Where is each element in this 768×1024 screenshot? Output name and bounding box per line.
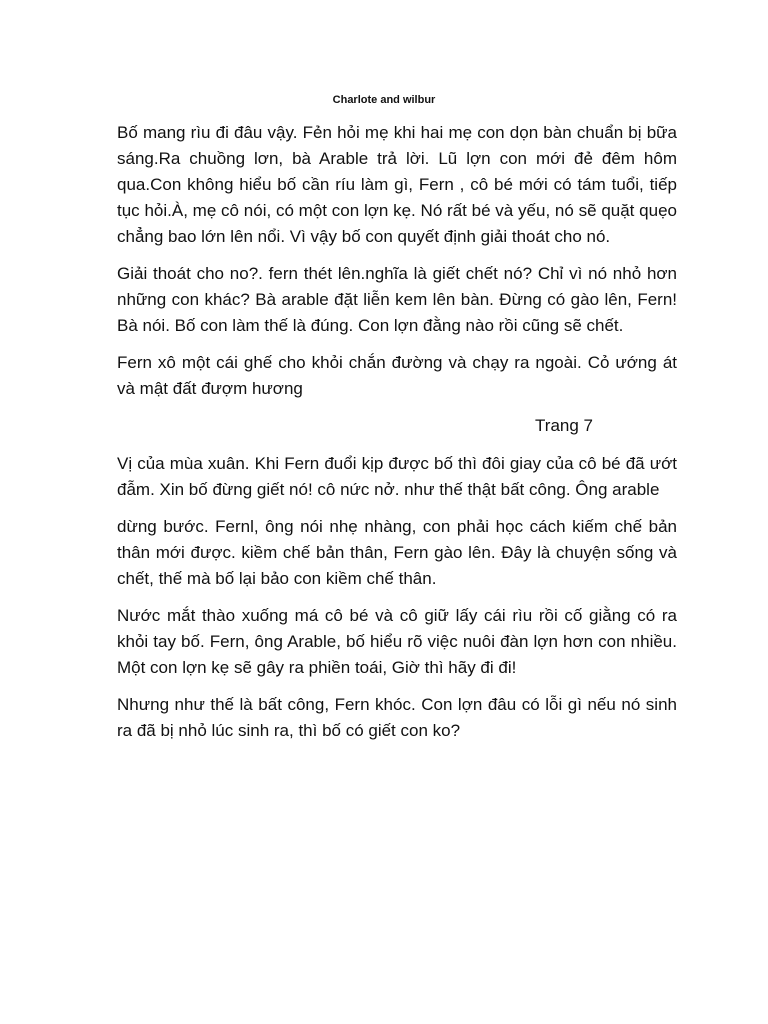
paragraph: Vị của mùa xuân. Khi Fern đuổi kịp được bố thì đôi giay của cô bé đã ướt đẫm. Xin bố đừng giết nó! cô nức nở. như thế thật bất công. Ông arable [117,454,677,499]
paragraph: Bố mang rìu đi đâu vậy. Fẻn hỏi mẹ khi hai mẹ con dọn bàn chuẩn bị bữa sáng.Ra chuồng lơn, bà Arable trả lời. Lũ lợn con mới đẻ đêm hôm qua.Con không hiểu bố cần ríu làm gì, Fern , cô bé mới có tám tuổi, tiếp tục hỏi.À, mẹ cô nói, có một con lợn kẹ. Nó rất bé và yếu, nó sẽ quặt quẹo chẳng bao lớn lên nổi. Vì vậy bố con quyết định giải thoát cho nó. [117,123,677,246]
paragraph: dừng bước. Fernl, ông nói nhẹ nhàng, con phải học cách kiếm chế bản thân mới được. kiềm chế bản thân, Fern gào lên. Đây là chuyện sống và chết, thế mà bố lại bảo con kiềm chế thân. [117,517,677,588]
paragraph: Giải thoát cho no?. fern thét lên.nghĩa là giết chết nó? Chỉ vì nó nhỏ hơn những con khác? Bà arable đặt liễn kem lên bàn. Đừng có gào lên, Fern! Bà nói. Bố con làm thế là đúng. Con lợn đằng nào rồi cũng sẽ chết. [117,264,677,335]
page-number-label: Trang 7 [535,416,593,435]
document-title: Charlote and wilbur [332,94,436,106]
paragraph: Nhưng như thế là bất công, Fern khóc. Con lợn đâu có lỗi gì nếu nó sinh ra đã bị nhỏ lúc sinh ra, thì bố có giết con ko? [117,695,677,740]
paragraph: Nước mắt thào xuống má cô bé và cô giữ lấy cái rìu rồi cố giằng có ra khỏi tay bố. Fern, ông Arable, bố hiểu rõ việc nuôi đàn lợn hơn con nhiều. Một con lợn kẹ sẽ gây ra phiền toái, Giờ thì hãy đi đi! [117,606,677,677]
paragraph: Fern xô một cái ghế cho khỏi chắn đường và chạy ra ngoài. Cỏ ướng át và mật đất đượm hương [117,353,677,398]
document-body [117,120,677,755]
